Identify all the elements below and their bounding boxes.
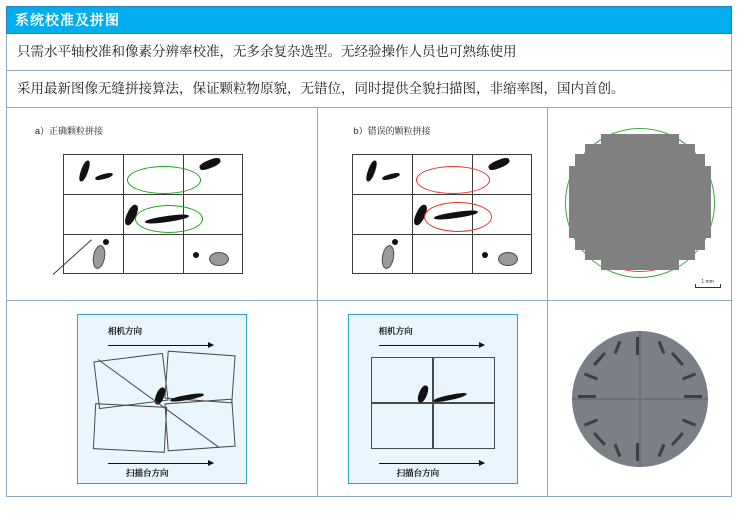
figure-wafer-dark — [548, 331, 731, 467]
particle-gray — [209, 252, 229, 266]
figure-skew-diagram — [7, 314, 317, 484]
tick-mark — [657, 443, 665, 456]
particle — [482, 252, 488, 258]
aligned-diagram-box — [348, 314, 518, 484]
grid-a-hline-2 — [63, 234, 243, 235]
grid-b-hline-2 — [352, 234, 532, 235]
particle — [392, 239, 398, 245]
skew-diagram-box — [77, 314, 247, 484]
scale-bar-label: 1 mm — [701, 279, 714, 285]
content-table — [6, 6, 732, 497]
particle — [193, 252, 199, 258]
wafer-step — [575, 238, 705, 250]
scale-bar — [695, 279, 721, 288]
paragraph-row-2 — [7, 71, 732, 108]
paragraph-cell-2 — [7, 71, 732, 108]
title-cell — [7, 7, 732, 34]
wafer-cross-horizontal — [572, 398, 708, 400]
page-title: 系统校准及拼图 — [15, 12, 120, 28]
tick-mark — [684, 395, 702, 398]
wafer-step — [601, 260, 679, 270]
camera-direction-arrow-left — [108, 345, 213, 346]
camera-direction-label-mid: 相机方向 — [378, 325, 413, 336]
tick-mark — [671, 352, 684, 366]
tick-mark — [682, 418, 696, 426]
figure-wafer-scan-cell — [548, 108, 732, 301]
paragraph-2: 采用最新图像无缝拼接算法，保证颗粒物原貌，无错位，同时提供全貌扫描图，非缩率图，国内首创。 — [17, 81, 625, 96]
particle-gray — [498, 252, 518, 266]
wafer-image — [565, 128, 715, 278]
figure-wafer-scan — [548, 114, 731, 294]
wrong-stitching-canvas — [324, 112, 542, 297]
tile — [371, 403, 433, 449]
paragraph-row-1 — [7, 34, 732, 71]
tick-mark — [657, 340, 665, 353]
tick-mark — [584, 372, 598, 380]
figure-a-caption: a）正确颗粒拼接 — [34, 125, 103, 136]
wafer-step — [585, 144, 695, 154]
stage-direction-label-mid: 扫描台方向 — [396, 467, 440, 478]
wafer-step — [569, 166, 711, 238]
grid-a-hline-1 — [63, 194, 243, 195]
tick-mark — [613, 340, 621, 353]
tick-mark — [613, 443, 621, 456]
figure-row-2 — [7, 301, 732, 497]
figure-aligned-diagram — [318, 314, 547, 484]
wafer-dark-image — [572, 331, 708, 467]
stage-direction-label-left: 扫描台方向 — [125, 467, 169, 478]
wafer-step — [575, 154, 705, 166]
title-row — [7, 7, 732, 34]
tick-mark — [636, 443, 639, 461]
wafer-scan-canvas — [551, 114, 729, 294]
figure-wrong-stitching-cell — [317, 108, 547, 301]
tick-mark — [593, 432, 606, 446]
grid-b-hline-1 — [352, 194, 532, 195]
figure-correct-stitching — [7, 112, 317, 297]
marker-bad — [416, 166, 490, 194]
tick-mark — [593, 352, 606, 366]
grid-b-vline-1 — [412, 154, 413, 274]
figure-aligned-diagram-cell — [317, 301, 547, 497]
wafer-step — [601, 134, 679, 144]
figure-wafer-dark-cell — [548, 301, 732, 497]
camera-direction-label-left: 相机方向 — [107, 325, 142, 336]
marker-ok — [127, 166, 201, 194]
tile — [164, 398, 235, 451]
figure-wrong-stitching — [318, 112, 547, 297]
correct-stitching-canvas — [17, 112, 307, 297]
wafer-step — [585, 250, 695, 260]
paragraph-cell-1 — [7, 34, 732, 71]
tick-mark — [584, 418, 598, 426]
figure-correct-stitching-cell — [7, 108, 318, 301]
scale-bar-line — [695, 287, 721, 288]
paragraph-1: 只需水平轴校准和像素分辨率校准，无多余复杂选型。无经验操作人员也可熟练使用 — [17, 44, 517, 59]
tick-mark — [682, 372, 696, 380]
marker-ok — [135, 205, 203, 233]
tile — [433, 403, 495, 449]
marker-bad — [424, 202, 492, 232]
figure-skew-diagram-cell — [7, 301, 318, 497]
camera-direction-arrow-mid — [379, 345, 484, 346]
stage-direction-arrow-left — [108, 463, 213, 464]
figure-b-caption: b）错误的颗粒拼接 — [353, 125, 431, 136]
grid-a-vline-1 — [123, 154, 124, 274]
figure-row-1 — [7, 108, 732, 301]
tile — [93, 403, 167, 453]
tick-mark — [671, 432, 684, 446]
tick-mark — [578, 395, 596, 398]
tick-mark — [636, 337, 639, 355]
stage-direction-arrow-mid — [379, 463, 484, 464]
particle — [103, 239, 109, 245]
